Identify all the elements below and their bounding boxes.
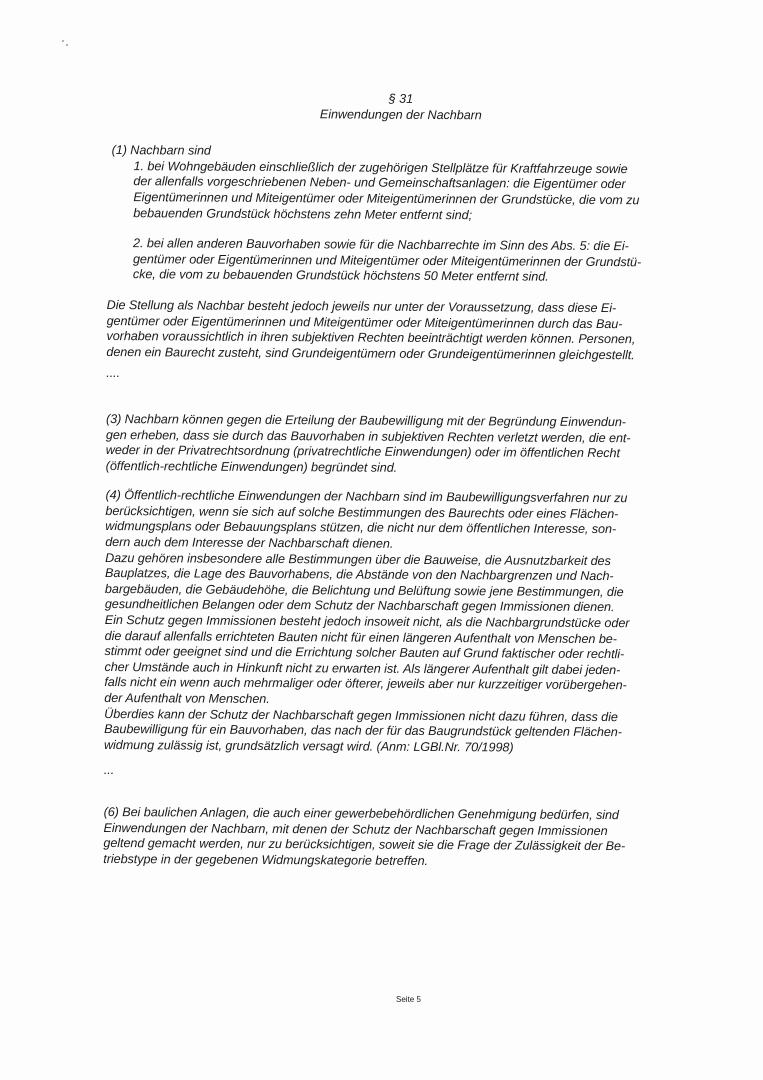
scan-speck (66, 44, 68, 46)
text-line: (3) Nachbarn können gegen die Erteilung der Baubewilligung mit der Begründung Einwendun- (105, 411, 627, 430)
text-line: cke, die vom zu bebauenden Grundstück höchstens 50 Meter entfernt sind. (132, 267, 549, 285)
text-line: geltend gemacht werden, nur zu berücksichtigen, soweit sie die Frage der Zulässigkeit der Be- (103, 836, 626, 854)
text-line: die darauf allenfalls errichteten Bauten nicht für einen längeren Aufenthalt von Menschen be- (104, 628, 617, 646)
text-line: Dazu gehören insbesondere alle Bestimmungen über die Bauweise, die Ausnutzbarkeit des (105, 550, 611, 568)
paragraph-1-closing (106, 298, 678, 364)
text-line: gentümer oder Eigentümerinnen und Miteigentümer oder Miteigentümerinnen durch das Bau- (106, 313, 623, 331)
text-line: (6) Bei baulichen Anlagen, die auch einer gewerbebehördlichen Genehmigung bedürfen, sind (103, 804, 619, 823)
text-line: 1. bei Wohngebäuden einschließlich der zugehörigen Stellplätze für Kraftfahrzeuge sowie (133, 158, 628, 176)
section-title: Einwendungen der Nachbarn (319, 106, 482, 122)
text-line: Die Stellung als Nachbar besteht jedoch jeweils nur unter der Voraussetzung, dass diese Ei- (106, 297, 617, 316)
text-line: triebstype in der gegebenen Widmungskategorie betreffen. (103, 851, 429, 868)
page-content (103, 90, 680, 871)
omission-marker: .... (106, 366, 121, 381)
text-line: weder in der Privatrechtsordnung (privatrechtliche Einwendungen) oder im öffentlichen Recht (105, 443, 621, 461)
text-line: widmung zulässig ist, grundsätzlich versagt wird. (Anm: LGBl.Nr. 70/1998) (103, 737, 514, 755)
text-line: cher Umstände auch in Hinkunft nicht zu erwarten ist. Als längerer Aufenthalt gilt dabei jeden- (104, 659, 621, 677)
text-line: Überdies kann der Schutz der Nachbarschaft gegen Immissionen nicht dazu führen, dass die (104, 706, 618, 724)
text-line: Baubewilligung für ein Bauvorhaben, das nach der für das Baugrundstück geltenden Flächen- (104, 722, 622, 740)
text-line: vorhaben voraussichtlich in ihren subjektiven Rechten beeinträchtigt werden können. Personen, (106, 329, 636, 347)
text-line: Bauplatzes, die Lage des Bauvorhabens, die Abstände von den Nachbargrenzen und Nach- (105, 566, 614, 584)
omission-marker: ... (103, 763, 115, 778)
paragraph-1-intro: (1) Nachbarn sind (111, 143, 211, 158)
text-line: (4) Öffentlich-rechtliche Einwendungen der Nachbarn sind im Baubewilligungsverfahren nur zu (105, 488, 628, 506)
text-line: widmungsplans oder Bebauungsplans stützen, die nicht nur dem öffentlichen Interesse, son- (105, 519, 617, 537)
text-line: bargebäuden, die Gebäudehöhe, die Belichtung und Belüftung sowie jene Bestimmungen, die (104, 581, 624, 600)
text-line: gentümer oder Eigentümerinnen und Miteigentümer oder Miteigentümerinnen der Grundstü- (132, 251, 642, 270)
text-line: Einwendungen der Nachbarn, mit denen der Schutz der Nachbarschaft gegen Immissionen (103, 820, 608, 838)
paragraph-4 (104, 488, 678, 757)
paragraph-3 (106, 412, 678, 478)
text-line: Eigentümerinnen und Miteigentümer oder Miteigentümerinnen der Grundstücke, die vom zu (133, 190, 640, 208)
text-line: (öffentlich-rechtliche Einwendungen) begründet sind. (105, 458, 398, 475)
text-line: 2. bei allen anderen Bauvorhaben sowie für die Nachbarrechte im Sinn des Abs. 5: die Ei- (133, 236, 629, 254)
paragraph-1-item-1 (107, 159, 679, 225)
section-number: § 31 (388, 91, 414, 106)
text-line: denen ein Baurecht zusteht, sind Grundeigentümern oder Grundeigentümerinnen gleichgestellt. (106, 344, 635, 362)
paragraph-6 (103, 805, 675, 871)
text-line: gesundheitlichen Belangen oder dem Schutz der Nachbarschaft gegen Immissionen dienen. (104, 597, 615, 615)
section-heading (108, 90, 680, 125)
page-number: Seite 5 (396, 995, 421, 1004)
text-line: berücksichtigen, wenn sie sich auf solche Bestimmungen des Baurechts oder eines Flächen- (105, 503, 619, 522)
text-line: falls nicht ein wenn auch mehrmaliger oder öfterer, jeweils aber nur kurzzeitiger vorübergehen- (104, 675, 627, 693)
text-line: der allenfalls vorgeschriebenen Neben- und Gemeinschaftsanlagen: die Eigentümer oder (133, 174, 626, 192)
text-line: Ein Schutz gegen Immissionen besteht jedoch insoweit nicht, als die Nachbargrundstücke oder (104, 613, 630, 631)
scan-speck (62, 40, 64, 42)
text-line: dern auch dem Interesse der Nachbarschaft dienen. (105, 535, 394, 551)
text-line: gen erheben, dass sie durch das Bauvorhaben in subjektiven Rechten verletzt werden, die ent- (105, 427, 631, 445)
text-line: stimmt oder geeignet sind und die Errichtung solcher Bauten auf Grund faktischer oder rechtli- (104, 644, 625, 662)
text-line: bebauenden Grundstück höchstens zehn Meter entfernt sind; (133, 205, 473, 222)
paragraph-1-item-2 (107, 236, 679, 286)
text-line: der Aufenthalt von Menschen. (104, 690, 270, 706)
